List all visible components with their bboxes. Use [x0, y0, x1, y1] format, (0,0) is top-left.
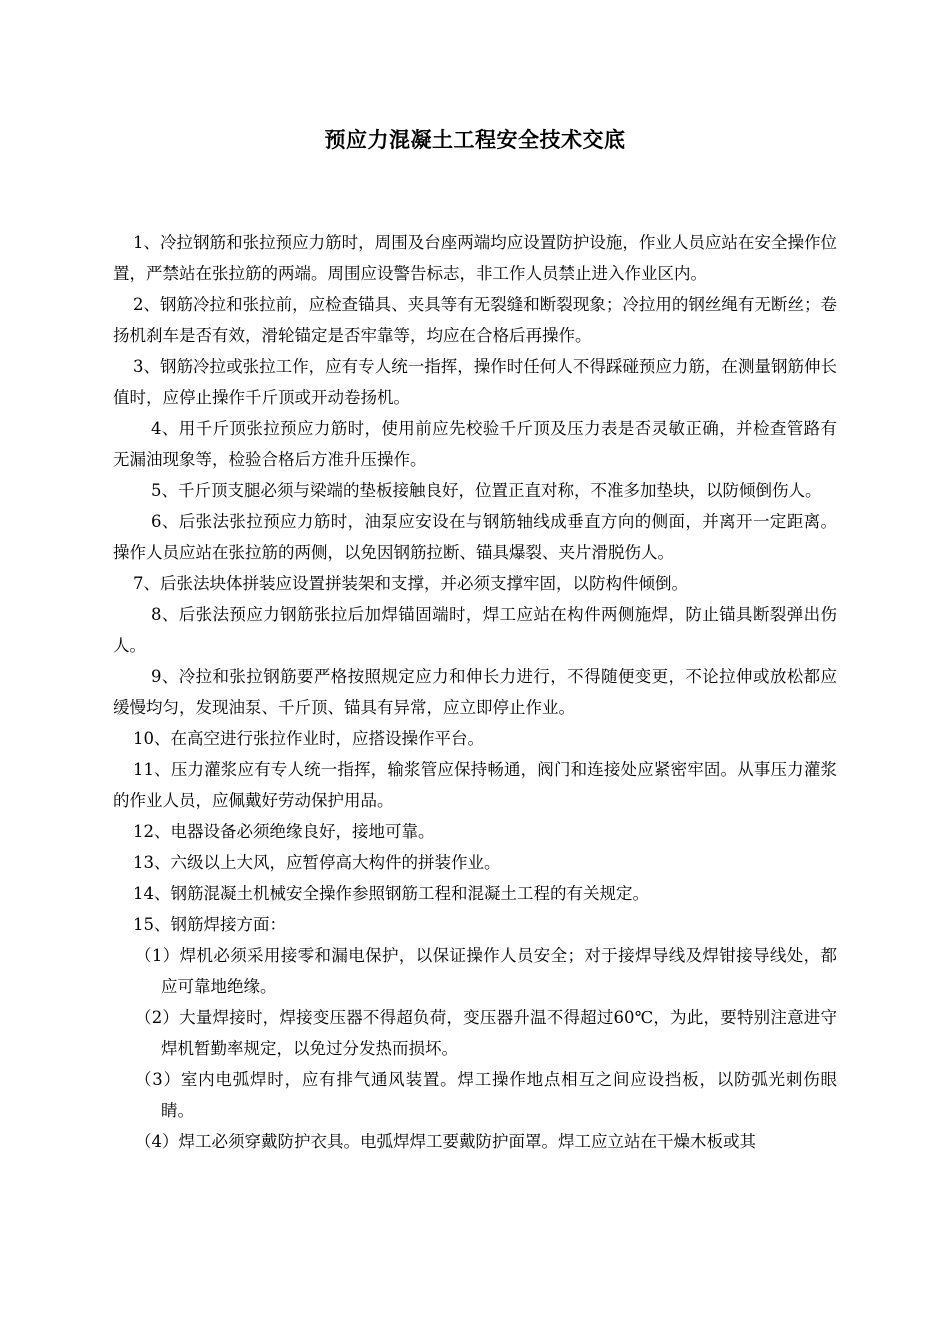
- paragraph-item-4: 4、用千斤顶张拉预应力筋时，使用前应先校验千斤顶及压力表是否灵敏正确，并检查管路有无漏油现象等，检验合格后方准升压操作。: [113, 419, 837, 469]
- paragraph-item-1: 1、冷拉钢筋和张拉预应力筋时，周围及台座两端均应设置防护设施，作业人员应站在安全操作位置，严禁站在张拉筋的两端。周围应设警告标志，非工作人员禁止进入作业区内。: [113, 233, 837, 283]
- document-title: 预应力混凝土工程安全技术交底: [324, 128, 626, 152]
- paragraph-item-11: 11、压力灌浆应有专人统一指挥，输浆管应保持畅通，阀门和连接处应紧密牢固。从事压力灌浆的作业人员，应佩戴好劳动保护用品。: [113, 760, 837, 810]
- paragraph-item-3: 3、钢筋冷拉或张拉工作，应有专人统一指挥，操作时任何人不得踩碰预应力筋，在测量钢筋伸长值时，应停止操作千斤顶或开动卷扬机。: [113, 357, 837, 407]
- paragraph-item-5: 5、千斤顶支腿必须与梁端的垫板接触良好，位置正直对称，不准多加垫块，以防倾倒伤人。: [151, 481, 822, 500]
- sub-item-2: （2）大量焊接时，焊接变压器不得超负荷，变压器升温不得超过60℃，为此，要特别注意进守焊机暂勤率规定，以免过分发热而损坏。: [135, 1008, 837, 1058]
- paragraph-item-2: 2、钢筋冷拉和张拉前，应检查锚具、夹具等有无裂缝和断裂现象；冷拉用的钢丝绳有无断丝；卷扬机刹车是否有效，滑轮锚定是否牢靠等，均应在合格后再操作。: [113, 295, 837, 345]
- paragraph-item-7: 7、后张法块体拼装应设置拼装架和支撑，并必须支撑牢固，以防构件倾倒。: [133, 574, 688, 593]
- sub-item-4: （4）焊工必须穿戴防护衣具。电弧焊焊工要戴防护面罩。焊工应立站在干燥木板或其: [135, 1132, 756, 1151]
- paragraph-item-15: 15、钢筋焊接方面：: [133, 915, 286, 934]
- sub-item-1: （1）焊机必须采用接零和漏电保护，以保证操作人员安全；对于接焊导线及焊钳接导线处，都应可靠地绝缘。: [135, 946, 837, 996]
- paragraph-item-14: 14、钢筋混凝土机械安全操作参照钢筋工程和混凝土工程的有关规定。: [133, 884, 649, 903]
- sub-item-3: （3）室内电弧焊时，应有排气通风装置。焊工操作地点相互之间应设挡板，以防弧光刺伤眼睛。: [135, 1070, 837, 1120]
- paragraph-item-10: 10、在高空进行张拉作业时，应搭设操作平台。: [133, 729, 484, 748]
- paragraph-item-9: 9、冷拉和张拉钢筋要严格按照规定应力和伸长力进行，不得随便变更，不论拉伸或放松都应缓慢均匀，发现油泵、千斤顶、锚具有异常，应立即停止作业。: [113, 667, 837, 717]
- paragraph-item-6: 6、后张法张拉预应力筋时，油泵应安设在与钢筋轴线成垂直方向的侧面，并离开一定距离。操作人员应站在张拉筋的两侧，以免因钢筋拉断、锚具爆裂、夹片滑脱伤人。: [113, 512, 837, 562]
- paragraph-item-8: 8、后张法预应力钢筋张拉后加焊锚固端时，焊工应站在构件两侧施焊，防止锚具断裂弹出伤人。: [113, 605, 837, 655]
- paragraph-item-13: 13、六级以上大风，应暂停高大构件的拼装作业。: [133, 853, 501, 872]
- paragraph-item-12: 12、电器设备必须绝缘良好，接地可靠。: [133, 822, 435, 841]
- document-body: [113, 227, 837, 1157]
